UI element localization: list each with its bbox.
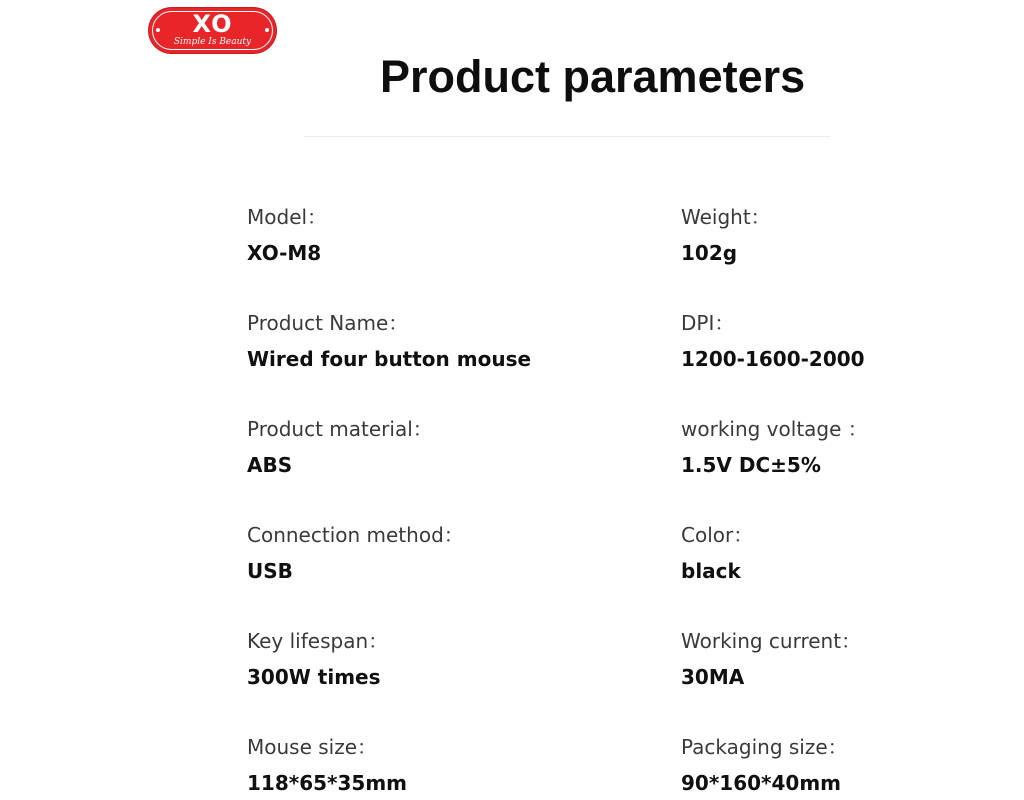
param-material: [247, 416, 433, 478]
param-product-name: [247, 310, 531, 372]
param-label: Product Name：: [247, 311, 409, 335]
param-value: ABS: [247, 453, 293, 477]
param-label: Product material：: [247, 417, 433, 441]
brand-logo: [149, 8, 276, 53]
param-label: Weight：: [681, 205, 771, 229]
param-value: USB: [247, 559, 293, 583]
param-value: 102g: [681, 241, 738, 265]
param-value: 90*160*40mm: [681, 771, 842, 795]
param-value: 30MA: [681, 665, 745, 689]
param-label: Packaging size：: [681, 735, 848, 759]
param-model: [247, 204, 327, 266]
param-value: black: [681, 559, 741, 583]
param-connection: [247, 522, 464, 584]
param-label: Color：: [681, 523, 754, 547]
param-voltage: [681, 416, 868, 478]
param-label: Connection method：: [247, 523, 464, 547]
param-packaging-size: [681, 734, 848, 796]
param-mouse-size: [247, 734, 407, 796]
param-color: [681, 522, 753, 584]
param-value: Wired four button mouse: [247, 347, 532, 371]
param-value: 300W times: [247, 665, 381, 689]
param-label: DPI：: [681, 311, 735, 335]
logo-mark: XO: [192, 10, 233, 38]
title-divider: [304, 136, 830, 137]
param-label: Mouse size：: [247, 735, 378, 759]
logo-tagline: Simple Is Beauty: [173, 37, 252, 47]
param-dpi: [681, 310, 865, 372]
param-label: Working current：: [681, 629, 862, 653]
param-label: working voltage ：: [681, 417, 868, 441]
param-key-lifespan: [247, 628, 388, 690]
param-current: [681, 628, 861, 690]
param-value: 1.5V DC±5%: [681, 453, 821, 477]
param-label: Model：: [247, 205, 328, 229]
param-weight: [681, 204, 771, 266]
param-value: 118*65*35mm: [247, 771, 408, 795]
param-label: Key lifespan：: [247, 629, 389, 653]
param-value: 1200-1600-2000: [681, 347, 865, 371]
page-title: Product parameters: [380, 51, 806, 102]
param-value: XO-M8: [247, 241, 322, 265]
